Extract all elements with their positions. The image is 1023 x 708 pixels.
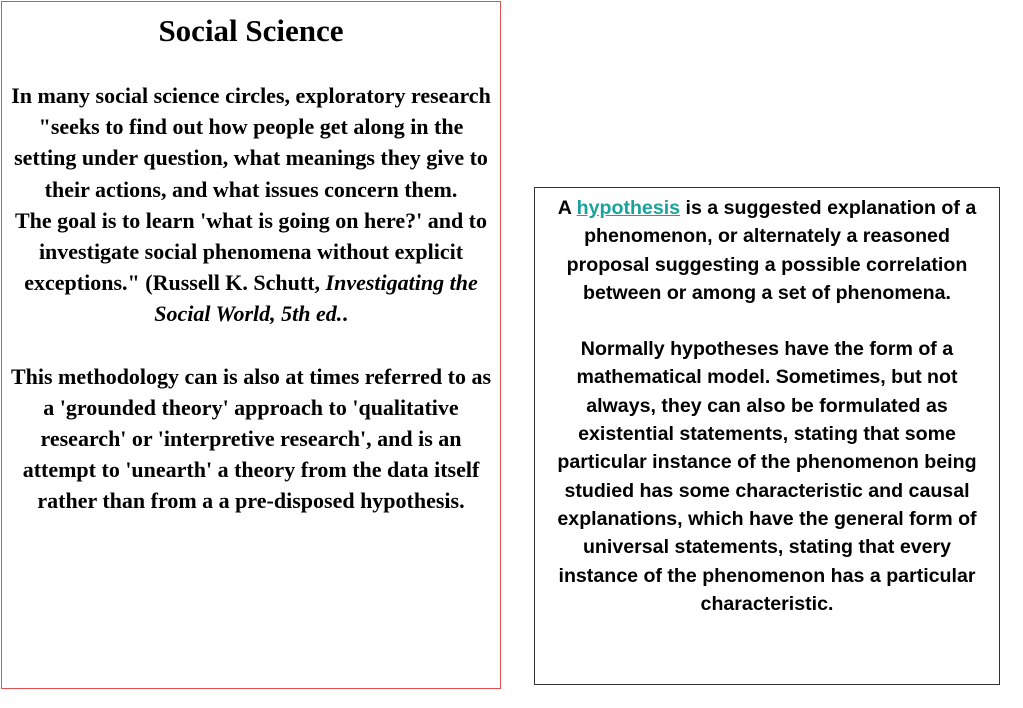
paragraph-methodology: This methodology can is also at times referred to as a 'grounded theory' approach to 'qualitative research' or 'interpretive research', and is an attempt to 'unearth' a theory from the data itself rather than from a a pre-disposed hypothesis. bbox=[10, 363, 492, 514]
hypothesis-panel bbox=[534, 187, 1000, 685]
paragraph-definition bbox=[543, 194, 991, 307]
definition-rest: is a suggested explanation of a phenomenon, or alternately a reasoned proposal suggesting a possible correlation between or among a set of phenomena. bbox=[566, 197, 977, 304]
panel-title: Social Science bbox=[158, 13, 344, 48]
quote-part-1: In many social science circles, exploratory research "seeks to find out how people get along in the setting under question, what meanings they give to their actions, and what issues concern them. bbox=[11, 83, 491, 202]
book-title: Investigating the Social World, 5th ed. bbox=[154, 270, 478, 327]
paragraph-exploratory bbox=[10, 80, 492, 330]
quote-end: . bbox=[342, 301, 348, 327]
paragraph-forms: Normally hypotheses have the form of a mathematical model. Sometimes, but not always, they can also be formulated as existential statements, stating that some particular instance of the phenomenon being studied has some characteristic and causal explanations, which have the general form of universal statements, stating that every instance of the phenomenon has a particular characteristic. bbox=[557, 338, 977, 615]
panel-body bbox=[10, 80, 492, 517]
social-science-panel bbox=[1, 1, 501, 689]
definition-prefix: A bbox=[557, 197, 577, 219]
hypothesis-link[interactable]: hypothesis bbox=[576, 197, 681, 219]
quote-part-2: The goal is to learn 'what is going on here?' and to investigate social phenomena without explicit exceptions." (Russell K. Schutt, bbox=[14, 207, 488, 296]
